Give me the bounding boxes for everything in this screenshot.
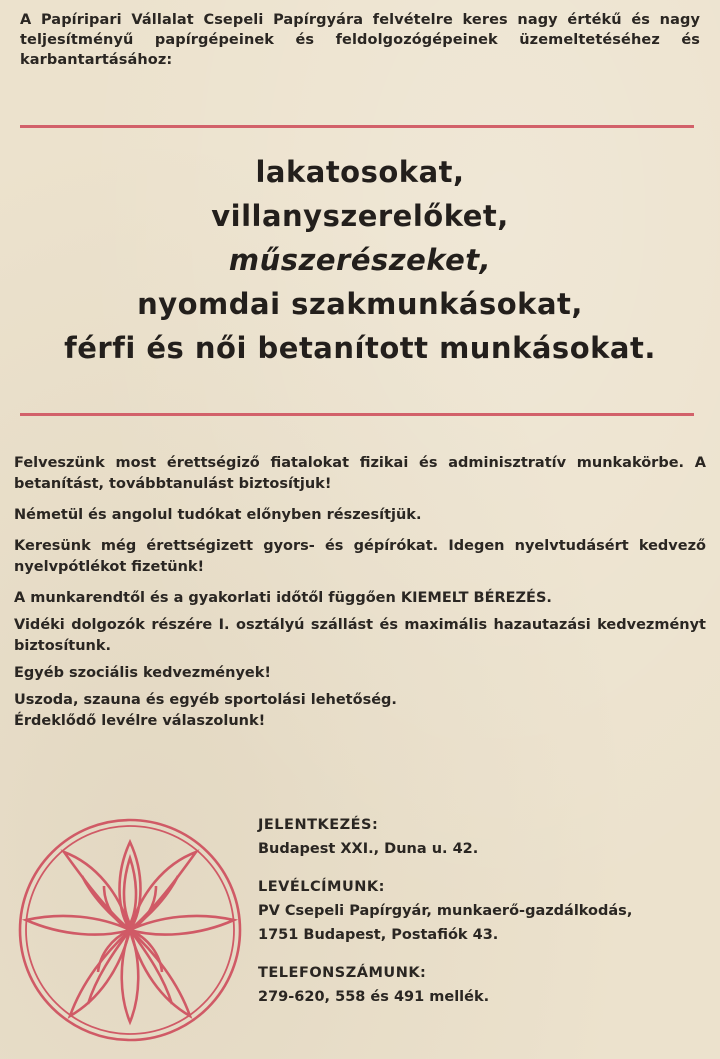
apply-address: Budapest XXI., Duna u. 42.: [258, 841, 479, 857]
headline-line-5: férfi és női betanított munkásokat.: [64, 331, 656, 365]
offer-body: [14, 453, 706, 732]
phone-label: TELEFONSZÁMUNK:: [258, 965, 427, 981]
bottom-divider: [20, 413, 694, 416]
paragraph-graduates: Felveszünk most érettségiző fiatalokat fizikai és adminisztratív munkakörbe. A betanítást, továbbtanulást biztosítjuk!: [14, 455, 706, 492]
paragraph-sports: Uszoda, szauna és egyéb sportolási lehetőség.: [14, 692, 397, 708]
headline-line-3: műszerészeket,: [228, 243, 492, 277]
paragraph-social: Egyéb szociális kedvezmények!: [14, 665, 271, 681]
paragraph-reply: Érdeklődő levélre válaszolunk!: [14, 713, 266, 729]
mail-label: LEVÉLCÍMUNK:: [258, 879, 385, 895]
intro-text: A Papíripari Vállalat Csepeli Papírgyára felvételre keres nagy értékű és nagy teljesítményű papírgépeinek és feldolgozógépeinek üzemeltetéséhez és karbantartásához:: [20, 12, 700, 68]
contact-block: [258, 813, 708, 1023]
headline-line-2: villanyszerelőket,: [211, 199, 509, 233]
mail-line-2: 1751 Budapest, Postafiók 43.: [258, 927, 499, 943]
paragraph-wages: A munkarendtől és a gyakorlati időtől függően KIEMELT BÉREZÉS.: [14, 590, 552, 606]
top-divider: [20, 125, 694, 128]
job-titles-headline: [20, 150, 700, 370]
papergyar-flower-emblem-icon: [12, 812, 248, 1048]
phone-value: 279-620, 558 és 491 mellék.: [258, 989, 490, 1005]
paragraph-housing: Vidéki dolgozók részére I. osztályú szállást és maximális hazautazási kedvezményt biztosítunk.: [14, 617, 706, 654]
headline-line-4: nyomdai szakmunkásokat,: [137, 287, 583, 321]
apply-label: JELENTKEZÉS:: [258, 817, 379, 833]
headline-line-1: lakatosokat,: [255, 155, 465, 189]
paragraph-languages: Németül és angolul tudókat előnyben részesítjük.: [14, 507, 422, 523]
mail-line-1: PV Csepeli Papírgyár, munkaerő-gazdálkodás,: [258, 903, 633, 919]
paragraph-typists: Keresünk még érettségizett gyors- és gépírókat. Idegen nyelvtudásért kedvező nyelvpótlékot fizetünk!: [14, 538, 706, 575]
